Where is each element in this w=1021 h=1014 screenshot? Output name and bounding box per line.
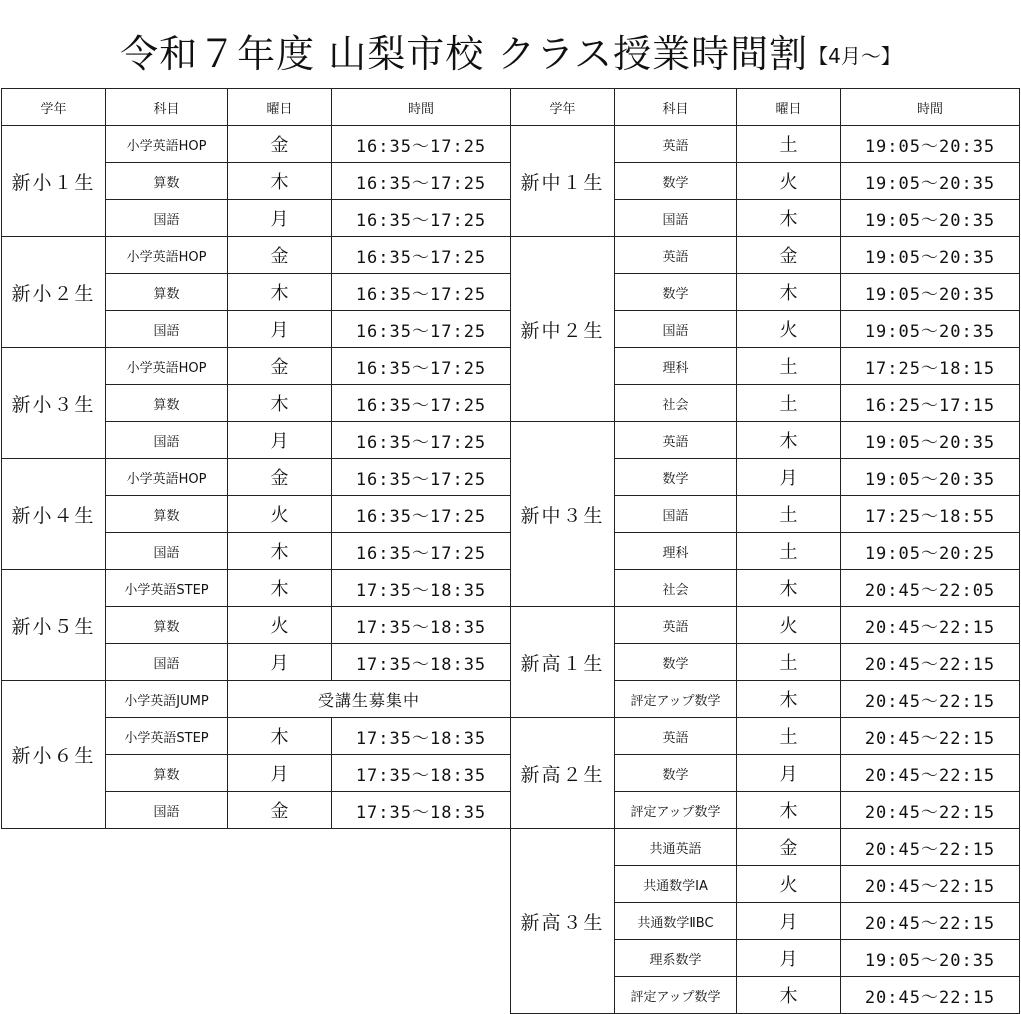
table-row	[2, 126, 511, 163]
time-cell: 16:35〜17:25	[332, 274, 511, 311]
day-cell: 土	[737, 496, 841, 533]
page-title	[0, 28, 1021, 82]
subject-cell: 数学	[615, 459, 737, 496]
grade-cell: 新小５生	[2, 570, 106, 681]
table-row	[511, 126, 1020, 163]
day-cell: 月	[737, 755, 841, 792]
time-cell: 17:25〜18:55	[841, 496, 1020, 533]
time-cell: 16:25〜17:15	[841, 385, 1020, 422]
day-cell: 土	[737, 126, 841, 163]
table-row	[511, 422, 1020, 459]
table-row	[2, 459, 511, 496]
grade-cell: 新中３生	[511, 422, 615, 607]
subject-cell: 算数	[106, 163, 228, 200]
subject-cell: 評定アップ数学	[615, 792, 737, 829]
time-cell: 16:35〜17:25	[332, 533, 511, 570]
day-cell: 木	[228, 385, 332, 422]
time-cell: 16:35〜17:25	[332, 126, 511, 163]
subject-cell: 算数	[106, 607, 228, 644]
time-cell: 19:05〜20:35	[841, 459, 1020, 496]
time-cell: 19:05〜20:35	[841, 126, 1020, 163]
subject-cell: 英語	[615, 607, 737, 644]
recruiting-note-cell: 受講生募集中	[228, 681, 511, 718]
subject-cell: 国語	[106, 200, 228, 237]
time-cell: 19:05〜20:35	[841, 200, 1020, 237]
table-row	[2, 570, 511, 607]
header-time: 時間	[332, 89, 511, 126]
table-row	[2, 237, 511, 274]
subject-cell: 国語	[106, 422, 228, 459]
subject-cell: 小学英語STEP	[106, 570, 228, 607]
time-cell: 19:05〜20:25	[841, 533, 1020, 570]
header-day: 曜日	[228, 89, 332, 126]
subject-cell: 小学英語HOP	[106, 459, 228, 496]
time-cell: 17:35〜18:35	[332, 718, 511, 755]
title-period: 【4月〜】	[808, 44, 901, 68]
subject-cell: 算数	[106, 755, 228, 792]
subject-cell: 算数	[106, 385, 228, 422]
subject-cell: 国語	[106, 533, 228, 570]
day-cell: 木	[228, 274, 332, 311]
time-cell: 17:35〜18:35	[332, 644, 511, 681]
time-cell: 20:45〜22:15	[841, 755, 1020, 792]
time-cell: 19:05〜20:35	[841, 940, 1020, 977]
time-cell: 16:35〜17:25	[332, 237, 511, 274]
day-cell: 火	[228, 496, 332, 533]
day-cell: 月	[737, 903, 841, 940]
day-cell: 火	[228, 607, 332, 644]
grade-cell: 新小４生	[2, 459, 106, 570]
day-cell: 金	[228, 792, 332, 829]
day-cell: 土	[737, 718, 841, 755]
day-cell: 金	[228, 348, 332, 385]
time-cell: 16:35〜17:25	[332, 496, 511, 533]
day-cell: 金	[737, 829, 841, 866]
header-time: 時間	[841, 89, 1020, 126]
grade-cell: 新高２生	[511, 718, 615, 829]
time-cell: 16:35〜17:25	[332, 200, 511, 237]
time-cell: 20:45〜22:15	[841, 681, 1020, 718]
time-cell: 19:05〜20:35	[841, 422, 1020, 459]
subject-cell: 評定アップ数学	[615, 977, 737, 1014]
subject-cell: 英語	[615, 422, 737, 459]
day-cell: 月	[737, 940, 841, 977]
time-cell: 19:05〜20:35	[841, 274, 1020, 311]
subject-cell: 国語	[615, 311, 737, 348]
time-cell: 19:05〜20:35	[841, 163, 1020, 200]
grade-cell: 新高１生	[511, 607, 615, 718]
day-cell: 土	[737, 533, 841, 570]
time-cell: 16:35〜17:25	[332, 385, 511, 422]
grade-cell: 新中２生	[511, 237, 615, 422]
time-cell: 16:35〜17:25	[332, 422, 511, 459]
subject-cell: 理科	[615, 533, 737, 570]
day-cell: 金	[228, 459, 332, 496]
time-cell: 17:35〜18:35	[332, 792, 511, 829]
subject-cell: 小学英語HOP	[106, 126, 228, 163]
subject-cell: 算数	[106, 496, 228, 533]
day-cell: 月	[737, 459, 841, 496]
time-cell: 20:45〜22:05	[841, 570, 1020, 607]
header-grade: 学年	[2, 89, 106, 126]
time-cell: 17:35〜18:35	[332, 755, 511, 792]
day-cell: 金	[737, 237, 841, 274]
subject-cell: 英語	[615, 237, 737, 274]
time-cell: 20:45〜22:15	[841, 792, 1020, 829]
time-cell: 20:45〜22:15	[841, 718, 1020, 755]
secondary-timetable	[510, 88, 1020, 1014]
subject-cell: 英語	[615, 718, 737, 755]
day-cell: 火	[737, 163, 841, 200]
day-cell: 木	[737, 977, 841, 1014]
subject-cell: 国語	[615, 496, 737, 533]
subject-cell: 小学英語HOP	[106, 237, 228, 274]
header-row	[2, 89, 511, 126]
day-cell: 火	[737, 607, 841, 644]
grade-cell: 新小３生	[2, 348, 106, 459]
day-cell: 月	[228, 644, 332, 681]
table-row	[2, 348, 511, 385]
time-cell: 17:25〜18:15	[841, 348, 1020, 385]
day-cell: 木	[737, 570, 841, 607]
day-cell: 木	[737, 274, 841, 311]
subject-cell: 共通数学ⅡBC	[615, 903, 737, 940]
subject-cell: 小学英語HOP	[106, 348, 228, 385]
day-cell: 火	[737, 866, 841, 903]
subject-cell: 共通英語	[615, 829, 737, 866]
time-cell: 20:45〜22:15	[841, 903, 1020, 940]
subject-cell: 小学英語JUMP	[106, 681, 228, 718]
grade-cell: 新小１生	[2, 126, 106, 237]
table-row	[511, 237, 1020, 274]
time-cell: 20:45〜22:15	[841, 644, 1020, 681]
time-cell: 20:45〜22:15	[841, 977, 1020, 1014]
subject-cell: 社会	[615, 385, 737, 422]
time-cell: 16:35〜17:25	[332, 348, 511, 385]
header-subject: 科目	[615, 89, 737, 126]
time-cell: 16:35〜17:25	[332, 311, 511, 348]
day-cell: 木	[737, 792, 841, 829]
table-row	[511, 607, 1020, 644]
subject-cell: 理科	[615, 348, 737, 385]
day-cell: 金	[228, 237, 332, 274]
header-day: 曜日	[737, 89, 841, 126]
subject-cell: 理系数学	[615, 940, 737, 977]
subject-cell: 評定アップ数学	[615, 681, 737, 718]
day-cell: 月	[228, 311, 332, 348]
day-cell: 木	[737, 200, 841, 237]
time-cell: 20:45〜22:15	[841, 866, 1020, 903]
subject-cell: 国語	[106, 792, 228, 829]
day-cell: 木	[228, 533, 332, 570]
day-cell: 木	[228, 570, 332, 607]
header-row	[511, 89, 1020, 126]
header-grade: 学年	[511, 89, 615, 126]
time-cell: 20:45〜22:15	[841, 829, 1020, 866]
day-cell: 土	[737, 385, 841, 422]
day-cell: 月	[228, 755, 332, 792]
time-cell: 19:05〜20:35	[841, 311, 1020, 348]
day-cell: 土	[737, 644, 841, 681]
subject-cell: 数学	[615, 274, 737, 311]
day-cell: 金	[228, 126, 332, 163]
grade-cell: 新小６生	[2, 681, 106, 829]
day-cell: 木	[228, 163, 332, 200]
subject-cell: 国語	[106, 311, 228, 348]
time-cell: 17:35〜18:35	[332, 570, 511, 607]
day-cell: 木	[228, 718, 332, 755]
title-main: 令和７年度 山梨市校 クラス授業時間割	[120, 32, 809, 76]
time-cell: 17:35〜18:35	[332, 607, 511, 644]
day-cell: 土	[737, 348, 841, 385]
day-cell: 月	[228, 200, 332, 237]
day-cell: 火	[737, 311, 841, 348]
subject-cell: 国語	[615, 200, 737, 237]
table-row	[511, 718, 1020, 755]
header-subject: 科目	[106, 89, 228, 126]
elementary-timetable	[1, 88, 511, 829]
time-cell: 19:05〜20:35	[841, 237, 1020, 274]
time-cell: 16:35〜17:25	[332, 459, 511, 496]
grade-cell: 新高３生	[511, 829, 615, 1014]
subject-cell: 小学英語STEP	[106, 718, 228, 755]
time-cell: 20:45〜22:15	[841, 607, 1020, 644]
subject-cell: 数学	[615, 755, 737, 792]
day-cell: 木	[737, 681, 841, 718]
subject-cell: 数学	[615, 163, 737, 200]
subject-cell: 算数	[106, 274, 228, 311]
grade-cell: 新中１生	[511, 126, 615, 237]
subject-cell: 数学	[615, 644, 737, 681]
subject-cell: 国語	[106, 644, 228, 681]
subject-cell: 共通数学ⅠA	[615, 866, 737, 903]
table-row	[511, 829, 1020, 866]
day-cell: 月	[228, 422, 332, 459]
subject-cell: 英語	[615, 126, 737, 163]
time-cell: 16:35〜17:25	[332, 163, 511, 200]
day-cell: 木	[737, 422, 841, 459]
table-row	[2, 681, 511, 718]
grade-cell: 新小２生	[2, 237, 106, 348]
subject-cell: 社会	[615, 570, 737, 607]
